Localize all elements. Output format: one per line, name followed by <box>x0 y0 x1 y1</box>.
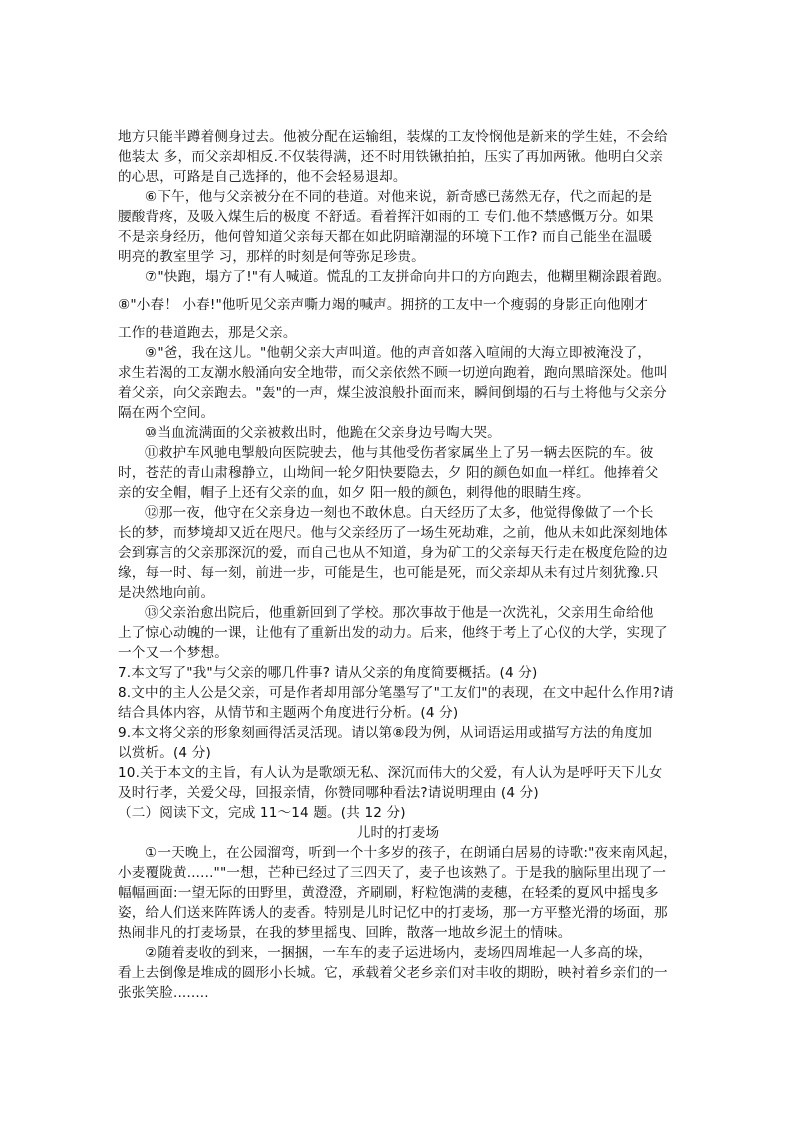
text-line: 着父亲，向父亲跑去。"轰"的一声，煤尘波浪般扑面而来，瞬间倒塌的石与土将他与父亲分 <box>118 385 667 401</box>
text-line: 腰酸背疼，及吸入煤生后的极度 不舒适。看着挥汗如雨的工 专们.他不禁感慨万分。如果 <box>118 209 654 225</box>
text-line: 结合具体内容，从情节和主题两个角度进行分析。(4 分) <box>118 705 459 721</box>
text-line: 一个又一个梦想。 <box>118 645 228 661</box>
document-page <box>118 127 678 1003</box>
text-line: 上了惊心动魄的一课，让他有了重新出发的动力。后来，他终于考上了心仪的大学，实现了 <box>118 625 668 641</box>
text-line: 长的梦，而梦境却又近在咫尺。他与父亲经历了一场生死劫难，之前，他从未如此深刻地体 <box>118 525 668 541</box>
section-heading: （二）阅读下文，完成 11～14 题。(共 12 分) <box>118 805 406 821</box>
paragraph-10-line: ⑩当血流满面的父亲被救出时，他跪在父亲身边号啕大哭。 <box>145 425 501 441</box>
text-line: 工作的巷道跑去，那是父亲。 <box>118 325 297 341</box>
text-line: 会到寡言的父亲那深沉的爱，而自己也从不知道，身为矿工的父亲每天行走在极度危险的边 <box>118 545 668 561</box>
text-line: 明亮的教室里学 习，那样的时刻是何等弥足珍贵。 <box>118 249 425 265</box>
question-8: 8.文中的主人公是父亲，可是作者却用部分笔墨写了"工友们"的表现，在文中起什么作用?请 <box>118 685 674 701</box>
paragraph-12-line: ⑫那一夜，他守在父亲身边一刻也不敢休息。白天经历了太多，他觉得像做了一个长 <box>145 505 654 521</box>
text-line: 亲的安全帽，帽子上还有父亲的血，如夕 阳一般的颜色，刺得他的眼睛生疼。 <box>118 485 590 501</box>
paragraph-7-line: ⑦"快跑，塌方了!"有人喊道。慌乱的工友拼命向井口的方向跑去，他糊里糊涂跟着跑。 <box>145 269 671 285</box>
paragraph-8-line: ⑧"小春！ 小春!"他听见父亲声嘶力竭的喊声。拥挤的工友中一个瘦弱的身影正向他刚才 <box>118 297 648 313</box>
question-10: 10.关于本文的主旨，有人认为是歌颂无私、深沉而伟大的父爱，有人认为是呼吁天下儿女 <box>118 765 663 781</box>
text-line: 以赏析。(4 分) <box>118 745 211 761</box>
text-line: 隔在两个空间。 <box>118 405 215 421</box>
paragraph-13-line: ⑬父亲治愈出院后，他重新回到了学校。那次事故于他是一次洗礼，父亲用生命给他 <box>145 605 654 621</box>
text-line: 是决然地向前。 <box>118 585 215 601</box>
text-line: 不是亲身经历，他何曾知道父亲每天都在如此阴暗潮湿的环境下工作? 而自己能坐在温暖 <box>118 229 653 245</box>
text-line: 看上去倒像是堆成的圆形小长城。它，承载着父老乡亲们对丰收的期盼，映衬着乡亲们的一 <box>118 965 668 981</box>
question-7: 7.本文写了"我"与父亲的哪几件事? 请从父亲的角度简要概括。(4 分) <box>118 665 538 681</box>
paragraph-11-line: ⑪救护车风驰电掣般向医院驶去，他与其他受伤者家属坐上了另一辆去医院的车。彼 <box>145 445 654 461</box>
text-line: 姿，给人们送来阵阵诱人的麦香。特别是儿时记忆中的打麦场，那一方平整光滑的场面，那 <box>118 905 668 921</box>
question-9: 9.本文将父亲的形象刻画得活灵活现。请以第⑧段为例，从词语运用或描写方法的角度加 <box>118 725 653 741</box>
article-title: 儿时的打麦场 <box>356 825 440 841</box>
text-line: 他装太 多，而父亲却相反.不仅装得满，还不时用铁锹拍拍，压实了再加两锹。他明白父亲 <box>118 149 663 165</box>
text-line: 求生若渴的工友潮水般涌向安全地带，而父亲依然不顾一切逆向跑着，跑向黑暗深处。他叫 <box>118 365 668 381</box>
paragraph-9-line: ⑨"爸，我在这儿。"他朝父亲大声叫道。他的声音如落入喧闹的大海立即被淹没了， <box>145 345 652 361</box>
text-line: 幅幅画面:一望无际的田野里，黄澄澄，齐刷刷，籽粒饱满的麦穗，在轻柔的夏风中摇曳多 <box>118 885 659 901</box>
paragraph-6-line: ⑥下午，他与父亲被分在不同的巷道。对他来说，新奇感已荡然无存，代之而起的是 <box>145 189 653 205</box>
article-paragraph-1-line: ①一天晚上，在公园溜弯，听到一个十多岁的孩子，在朗诵白居易的诗歌:"夜来南风起， <box>145 845 677 861</box>
text-line: 时，苍茫的青山肃穆静立，山坳间一轮夕阳快要隐去，夕 阳的颜色如血一样红。他捧着父 <box>118 465 659 481</box>
text-line: 缘，每一时、每一刻，前进一步，可能是生，也可能是死，而父亲却从未有过片刻犹豫.只 <box>118 565 659 581</box>
text-line: 及时行孝，关爱父母，回报亲情，你赞同哪种看法?请说明理由 (4 分) <box>118 785 539 801</box>
text-line: 小麦覆陇黄......""一想，芒种已经过了三四天了，麦子也该熟了。于是我的脑际里出现了一 <box>118 865 667 881</box>
article-paragraph-2-line: ②随着麦收的到来，一捆捆，一车车的麦子运进场内，麦场四周堆起一人多高的垛， <box>145 945 653 961</box>
text-line: 的心思，可路是自己选择的，他不会轻易退却。 <box>118 169 407 185</box>
text-line: 热闹非凡的打麦场景，在我的梦里摇曳、回眸，散落一地故乡泥土的情味。 <box>118 925 572 941</box>
text-line: 张张笑脸........ <box>118 985 209 1001</box>
text-line: 地方只能半蹲着侧身过去。他被分配在运输组，装煤的工友怜悯他是新来的学生娃，不会给 <box>118 129 668 145</box>
